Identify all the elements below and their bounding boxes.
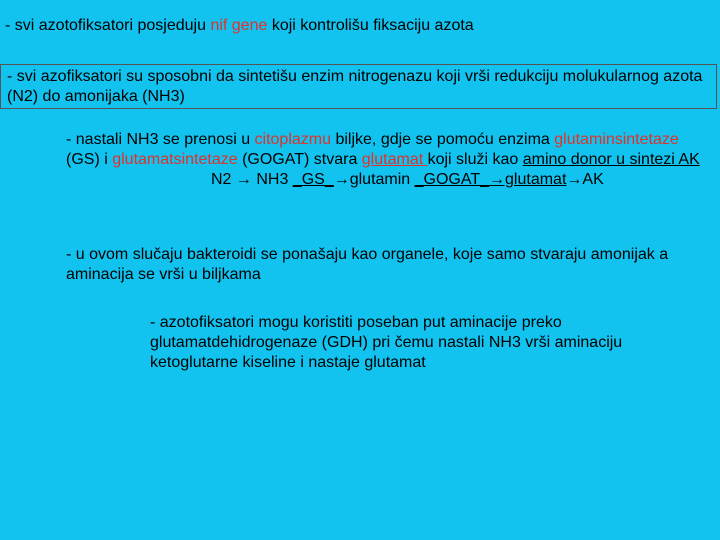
nif-gene-highlight: nif gene <box>210 17 268 34</box>
p2-text-2: biljke, gdje se pomoću enzima <box>331 131 555 148</box>
p2-text-4: (GOGAT) stvara <box>237 151 362 168</box>
nitrogenase-statement: - svi azofiksatori su sposobni da sintetišu enzim nitrogenazu koji vrši redukciju molukularnog azota (N2) do amonijaka (NH3) <box>7 68 703 105</box>
gdh-text: - azotofiksatori mogu koristiti poseban put aminacije preko glutamatdehidrogenaze (GDH) pri čemu nastali NH3 vrši aminaciju ketoglutarne kiseline i nastaje glutamat <box>150 314 623 371</box>
equation-start: N2 → NH3 <box>211 171 293 188</box>
nif-gene-statement <box>5 17 474 35</box>
equation-ak: →AK <box>566 171 604 188</box>
p2-text-3: (GS) i <box>66 151 113 168</box>
line1-text-after: koji kontrolišu fiksaciju azota <box>267 17 474 34</box>
equation-gogat: _GOGAT_ <box>414 171 490 188</box>
line1-text-before: - svi azotofiksatori posjeduju <box>5 17 211 34</box>
p2-text-5: koji služi kao <box>427 151 523 168</box>
p2-text-1: - nastali NH3 se prenosi u <box>66 131 255 148</box>
cytoplasm-highlight: citoplazmu <box>254 131 332 148</box>
glutamate-synthase-highlight: glutamatsintetaze <box>112 151 238 168</box>
nitrogenase-text-box <box>0 64 717 109</box>
equation-glutamine: →glutamin <box>333 171 415 188</box>
ammonia-transport-paragraph <box>66 130 706 190</box>
amino-donor-underlined: amino donor u sintezi AK <box>522 151 700 168</box>
bacteroids-text: - u ovom slučaju bakteroidi se ponašaju kao organele, koje samo stvaraju amonijak a aminacija se vrši u biljkama <box>66 246 669 283</box>
glutamine-synthetase-highlight: glutaminsintetaze <box>554 131 679 148</box>
glutamate-highlight: glutamat <box>361 151 428 168</box>
equation-glutamate: →glutamat <box>489 171 567 188</box>
equation-gs: _GS_ <box>292 171 334 188</box>
bacteroids-paragraph <box>66 245 706 285</box>
gdh-paragraph <box>150 313 670 373</box>
reaction-equation <box>66 170 706 190</box>
